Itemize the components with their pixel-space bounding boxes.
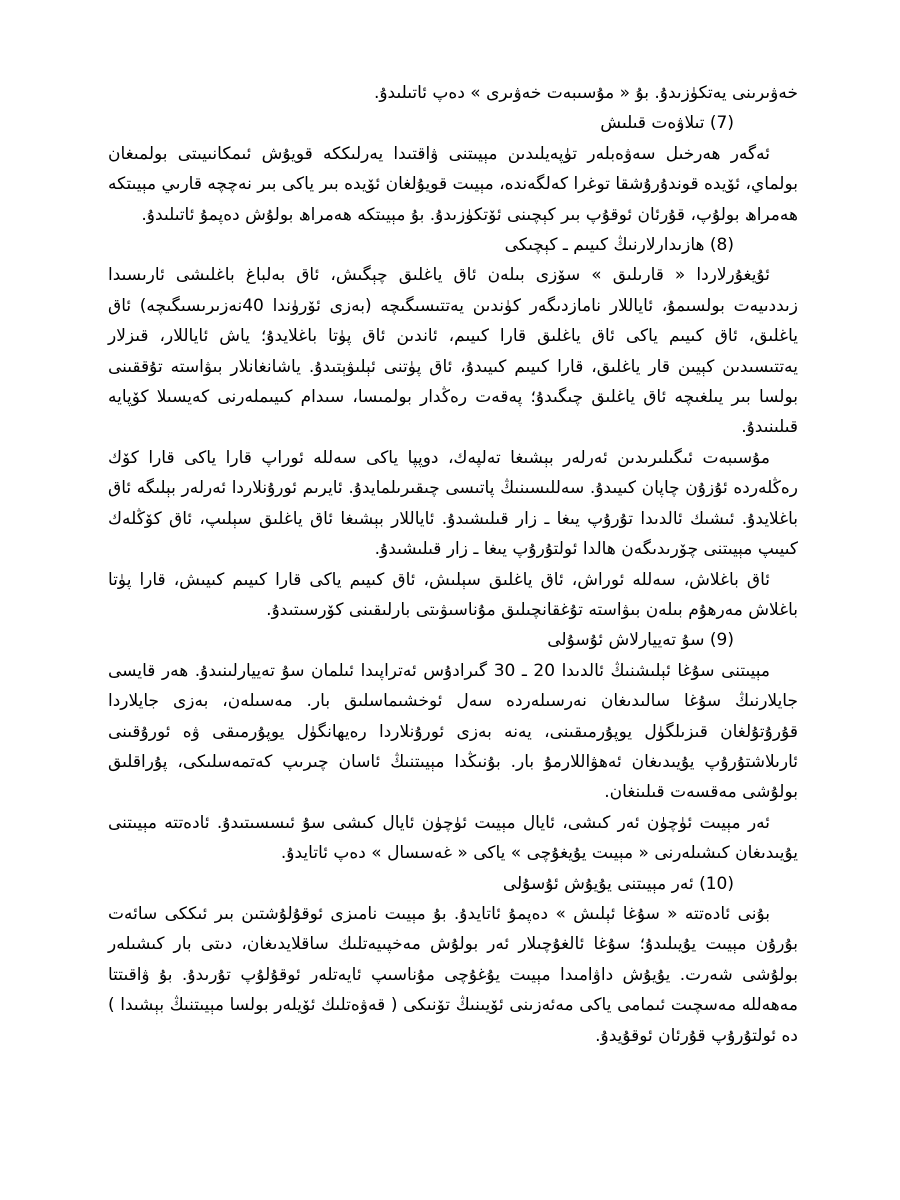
section-heading-9: (9) سۇ تەييارلاش ئۇسۇلى [547,630,734,651]
paragraph-washing-method: بۇنى ئادەتتە « سۇغا ئېلىش » دەپمۇ ئاتايدۇ. بۇ مېيىت نامىزى ئوقۇلۇشتىن بىر ئىككى سائەت بۇرۇن مېيىت يۇيىلىدۇ؛ سۇغا ئالغۇچىلار ئەر بولۇش مەخپىيەتلىك ساقلايدىغان، دىتى بار كىشىلەر بولۇشى شەرت. يۇيۇش داۋامىدا مېيىت يۇغۇچى مۇناسىپ ئايەتلەر ئوقۇلۇپ تۇرىدۇ. بۇ ۋاقىتتا مەھەللە مەسچىت ئىمامى ياكى مەئەزىنى ئۆيىنىڭ تۆنىكى ( قەۋەتلىك ئۆيلەر بولسا مېيىتنىڭ بېشىدا ) دە ئولتۇرۇپ قۇرئان ئوقۇيدۇ. [108,903,798,1046]
paragraph-continuation: خەۋىرىنى يەتكۈزىدۇ. بۇ « مۇسىبەت خەۋىرى » دەپ ئاتىلىدۇ. [373,83,798,103]
section-heading-7: (7) تىلاۋەت قىلىش [600,113,734,134]
paragraph-mourners-attire: مۇسىبەت ئىگىلىرىدىن ئەرلەر بېشىغا تەلپەك، دوپپا ياكى سەللە ئوراپ قارا ياكى قارا كۆك رەڭلەردە ئۇزۇن چاپان كىيىدۇ. سەللىسىنىڭ پاتىسى چىقىرىلمايدۇ. ئايرىم ئورۇنلاردا ئەرلەر بېلىگە ئاق باغلايدۇ. ئىشىك ئالدىدا تۇرۇپ يىغا ـ زار قىلىشىدۇ. ئاياللار بېشىغا ئاق ياغلىق سېلىپ، ئاق كۆڭلەك كىيىپ مېيىتنى چۆرىدىگەن ھالدا ئولتۇرۇپ يىغا ـ زار قىلىشىدۇ. [108,447,798,560]
section-heading-8: (8) ھازىدارلارنىڭ كىيىم ـ كېچىكى [504,235,734,256]
paragraph-water-preparation: مېيىتنى سۇغا ئېلىشنىڭ ئالدىدا 20 ـ 30 گىرادۇس ئەتراپىدا ئىلمان سۇ تەييارلىنىدۇ. ھەر قايسى جايلارنىڭ سۇغا سالىدىغان نەرسىلەردە سەل ئوخشىماسلىق بار. مەسىلەن، بەزى جايلاردا قۇرۇتۇلغان قىزىلگۈل يوپۇرمىقىنى، يەنە بەزى ئورۇنلاردا رەيھانگۈل يوپۇرمىقى ۋە ئورۇقىنى ئارىلاشتۇرۇپ يۇيىدىغان ئەھۋاللارمۇ بار. بۇنىڭدا مېيىتنىڭ ئاسان چىرىپ كەتمەسلىكى، پۇراقلىق بولۇشى مەقسەت قىلىنغان. [108,660,798,803]
paragraph-mourning-clothes: ئۇيغۇرلاردا « قارىلىق » سۆزى بىلەن ئاق ياغلىق چېگىش، ئاق بەلباغ باغلىشى ئارىسىدا زىددىيەت بولسىمۇ، ئاياللار نامازدىگەر كۈندىن يەتتىسىگىچە (بەزى ئۆرۈندا 40نەزىرىسىگىچە) ئاق ياغلىق، ئاق كىيىم ياكى ئاق ياغلىق قارا كىيىم، ئاندىن ئاق پۈتا باغلايدۇ؛ ياش ئاياللار، قىزلار يەتتىسىدىن كېيىن قار ياغلىق، قارا كىيىم كىيىدۇ، ئاق پۈتنى ئېلىۋېتىدۇ. ياشانغانلار بىۋاستە تۇققىنى بولسا بىر يىلغىچە ئاق ياغلىق چىگىدۇ؛ پەقەت رەڭدار بولمىسا، سىدام كىيىملەرنى كەيسىلا كۆپايە قىلىنىدۇ. [108,265,798,438]
paragraph-washer: ئەر مېيىت ئۈچۈن ئەر كىشى، ئايال مېيىت ئۈچۈن ئايال كىشى سۇ ئىسسىتىدۇ. ئادەتتە مېيىتنى يۇيىدىغان كىشىلەرنى « مېيىت يۇيغۇچى » ياكى « غەسسال » دەپ ئاتايدۇ. [108,812,798,864]
paragraph-recitation: ئەگەر ھەرخىل سەۋەبلەر تۈپەيلىدىن مېيىتنى ۋاقتىدا يەرلىككە قويۇش ئىمكانىيىتى بولمىغان بولماي، ئۆيدە قوندۇرۇشقا توغرا كەلگەندە، مېيىت قويۇلغان ئۆيدە بىر ياكى بىر نەچچە قارىي مېيىتكە ھەمراھ بولۇپ، قۇرئان ئوقۇپ بىر كېچىنى ئۆتكۈزىدۇ. بۇ مېيىتكە ھەمراھ بولۇش دەپمۇ ئاتىلىدۇ. [108,143,798,225]
document-page [108,78,798,1051]
paragraph-kinship-signs: ئاق باغلاش، سەللە ئوراش، ئاق ياغلىق سېلىش، ئاق كىيىم ياكى قارا كىيىم كىيىش، قارا پۈتا باغلاش مەرھۇم بىلەن بىۋاستە تۇغقانچىلىق مۇناسىۋىتى بارلىقىنى كۆرسىتىدۇ. [108,569,798,620]
section-heading-10: (10) ئەر مېيىتنى يۇيۇش ئۇسۇلى [502,873,734,894]
